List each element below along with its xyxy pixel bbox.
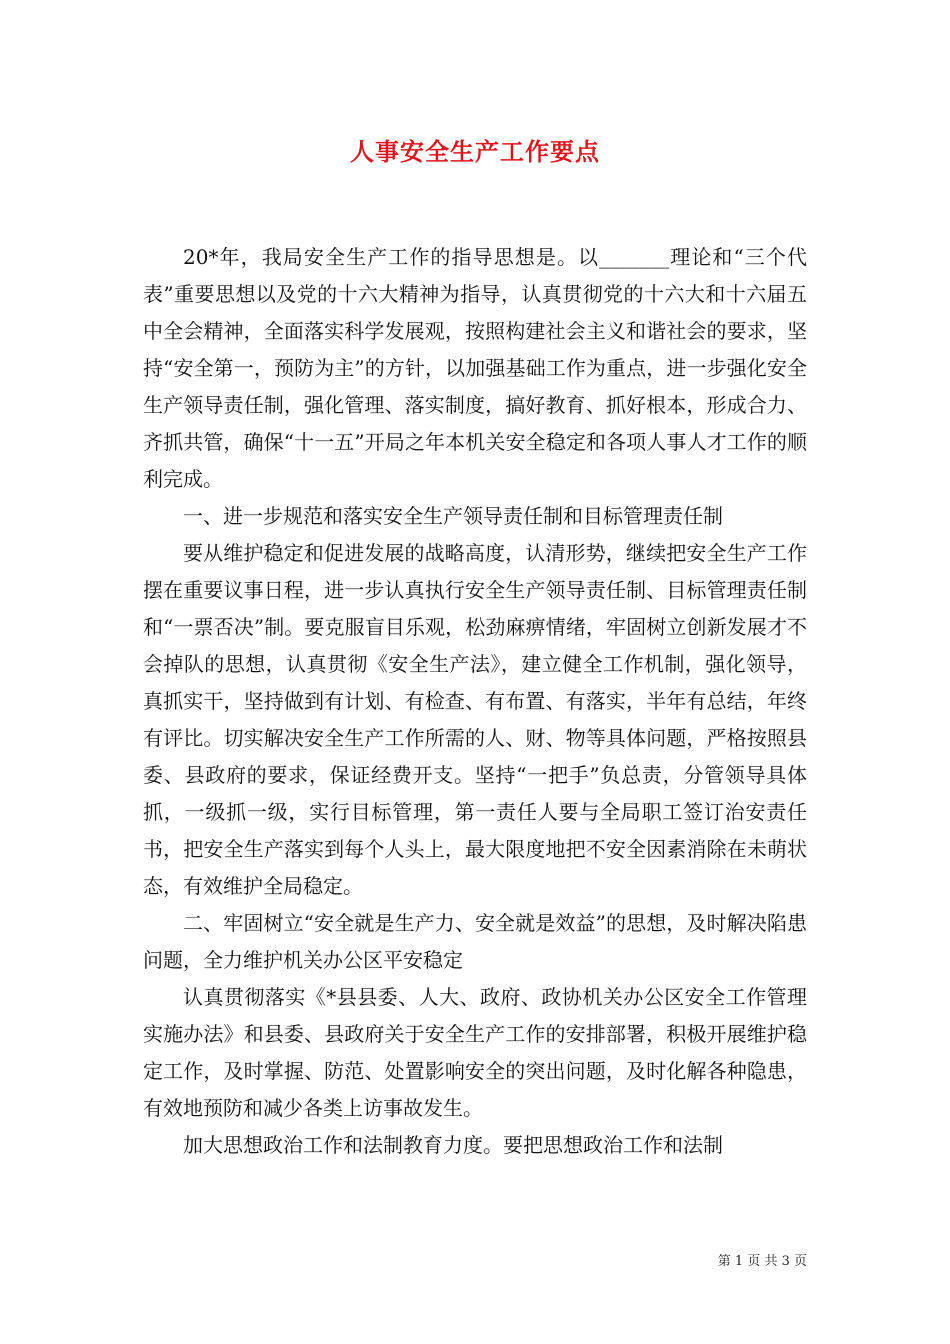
- section-heading-1: 一、进一步规范和落实安全生产领导责任制和目标管理责任制: [183, 504, 723, 528]
- paragraph-responsibility-system: 要从维护稳定和促进发展的战略高度，认清形势，继续把安全生产工作摆在重要议事日程，进一步认真执行安全生产领导责任制、目标管理责任制和“一票否决”制。要克服盲目乐观，松劲麻痹情绪，牢固树立创新发展才不会掉队的思想，认真贯彻《安全生产法》，建立健全工作机制，强化领导，真抓实干，坚持做到有计划、有检查、有布置、有落实，半年有总结，年终有评比。切实解决安全生产工作所需的人、财、物等具体问题，严格按照县委、县政府的要求，保证经费开支。坚持“一把手”负总责，分管领导具体抓，一级抓一级，实行目标管理，第一责任人要与全局职工签订治安责任书，把安全生产落实到每个人头上，最大限度地把不安全因素消除在未萌状态，有效维护全局稳定。: [143, 541, 807, 898]
- document-body: [143, 239, 807, 1164]
- page-number: 第 1 页 共 3 页: [717, 1254, 807, 1269]
- paragraph-education: 加大思想政治工作和法制教育力度。要把思想政治工作和法制: [183, 1133, 723, 1157]
- paragraph-office-safety: 认真贯彻落实《*县县委、人大、政府、政协机关办公区安全工作管理实施办法》和县委、县政府关于安全生产工作的安排部署，积极开展维护稳定工作，及时掌握、防范、处置影响安全的突出问题，及时化解各种隐患，有效地预防和减少各类上访事故发生。: [143, 985, 807, 1120]
- section-heading-2: 二、牢固树立“安全就是生产力、安全就是效益”的思想，及时解决陷患问题，全力维护机关办公区平安稳定: [143, 911, 807, 972]
- paragraph-guiding-ideology: 20*年，我局安全生产工作的指导思想是。以_______理论和“三个代表”重要思想以及党的十六大精神为指导，认真贯彻党的十六大和十六届五中全会精神，全面落实科学发展观，按照构建社会主义和谐社会的要求，坚持“安全第一，预防为主”的方针，以加强基础工作为重点，进一步强化安全生产领导责任制，强化管理、落实制度，搞好教育、抓好根本，形成合力、齐抓共管，确保“十一五”开局之年本机关安全稳定和各项人事人才工作的顺利完成。: [143, 245, 807, 491]
- document-title: 人事安全生产工作要点: [350, 137, 600, 166]
